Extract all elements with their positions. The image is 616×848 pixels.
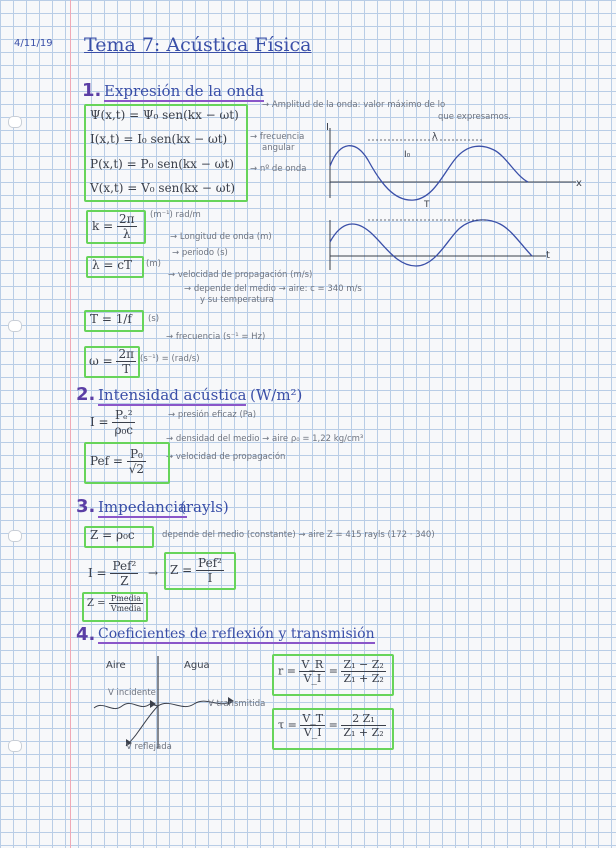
impedance-ratio-formula: Z = $\frac{\text{Pmedia}}{\text{Vmedia}}$ bbox=[87, 594, 142, 613]
section-2-heading: Intensidad acústica bbox=[98, 386, 247, 404]
wave-number-units: (m⁻¹) rad/m bbox=[150, 210, 201, 220]
period-units: (s) bbox=[148, 314, 160, 324]
section-4-number: 4. bbox=[76, 624, 96, 645]
date: 4/11/19 bbox=[14, 38, 53, 49]
section-4-heading: Coeficientes de reflexión y transmisión bbox=[98, 626, 375, 642]
graph-y-label: I bbox=[326, 122, 329, 133]
wave-graph bbox=[316, 120, 606, 270]
graph-t-label: t bbox=[546, 250, 550, 261]
frequency-note: → frecuencia (s⁻¹ = Hz) bbox=[166, 332, 266, 342]
angular-frequency-formula: ω = $\frac{2\pi}{T}$ bbox=[89, 347, 135, 376]
graph-period-label: T bbox=[424, 200, 430, 210]
medium-water-label: Agua bbox=[184, 660, 210, 671]
section-3-number: 3. bbox=[76, 496, 96, 517]
medium-note: → depende del medio → aire: c = 340 m/s bbox=[184, 284, 362, 294]
wavelength-formula: λ = cT bbox=[92, 258, 133, 272]
equation-velocity: V(x,t) = V₀ sen(kx − ωt) bbox=[90, 181, 236, 195]
density-note: → densidad del medio → aire ρ₀ = 1,22 kg/cm³ bbox=[166, 434, 364, 444]
reflected-velocity-label: V reflejada bbox=[126, 742, 172, 752]
wavelength-units: (m) bbox=[146, 259, 161, 269]
section-3-heading: Impedancia bbox=[98, 498, 187, 516]
impedance-formula: Z = ρ₀c bbox=[90, 528, 135, 542]
angular-frequency-note: → frecuencia bbox=[250, 132, 305, 142]
impedance-from-intensity-formula: Z = $\frac{\text{Pef²}}{I}$ bbox=[170, 556, 222, 585]
medium-note-cont: y su temperatura bbox=[200, 295, 274, 305]
effective-pressure-formula: Pef = $\frac{\text{P₀}}{√2}$ bbox=[90, 447, 145, 476]
section-2-units: (W/m²) bbox=[250, 386, 303, 404]
graph-x-label: x bbox=[576, 178, 582, 189]
medium-air-label: Aire bbox=[106, 660, 126, 671]
period-formula: T = 1/f bbox=[90, 312, 132, 326]
equation-psi: Ψ(x,t) = Ψ₀ sen(kx − ωt) bbox=[90, 108, 239, 122]
transmission-coefficient-formula: τ = $\frac{V\_T}{V\_I}$ = $\frac{\text{2 Z₁}}{\text{Z₁ + Z₂}}$ bbox=[278, 712, 384, 739]
incident-velocity-label: V incidente bbox=[108, 688, 156, 698]
reflected-wave bbox=[126, 706, 158, 746]
binder-hole bbox=[8, 740, 22, 752]
effective-pressure-note: → presión eficaz (Pa) bbox=[168, 410, 257, 420]
period-note: → periodo (s) bbox=[172, 248, 228, 258]
implies-arrow: → bbox=[148, 566, 159, 580]
reflection-coefficient-formula: r = $\frac{V\_R}{V\_I}$ = $\frac{\text{Z₁ − Z₂}}{\text{Z₁ + Z₂}}$ bbox=[278, 658, 384, 685]
wavelength-note: → Longitud de onda (m) bbox=[170, 232, 272, 242]
amplitude-note: → Amplitud de la onda: valor máximo de lo bbox=[262, 100, 446, 110]
wave-number-formula: k = $\frac{2\pi}{\lambda}$ bbox=[92, 212, 135, 241]
graph-lambda-label: λ bbox=[432, 132, 438, 142]
binder-hole bbox=[8, 530, 22, 542]
equation-pressure: P(x,t) = P₀ sen(kx − ωt) bbox=[90, 157, 234, 171]
angular-frequency-units: (s⁻¹) = (rad/s) bbox=[140, 354, 200, 364]
section-1-heading: Expresión de la onda bbox=[104, 82, 265, 100]
angular-frequency-note-cont: angular bbox=[262, 143, 295, 153]
intensity-impedance-formula: I = $\frac{\text{Pef²}}{Z}$ bbox=[88, 559, 137, 588]
impedance-note: depende del medio (constante) → aire Z = 415 rayls (172 · 340) bbox=[162, 530, 435, 540]
amplitude-note-cont: que expresamos. bbox=[438, 112, 512, 122]
binder-hole bbox=[8, 116, 22, 128]
wave-curve-t bbox=[330, 220, 532, 266]
speed-note: → velocidad de propagación (m/s) bbox=[168, 270, 313, 280]
binder-hole bbox=[8, 320, 22, 332]
intensity-formula: I = $\frac{\text{Pₑ²}}{\text{ρ₀c}}$ bbox=[90, 408, 134, 437]
incident-wave bbox=[94, 703, 158, 708]
page-title: Tema 7: Acústica Física bbox=[84, 34, 312, 56]
wave-number-note: → nº de onda bbox=[250, 164, 307, 174]
section-3-units: (rayls) bbox=[180, 498, 229, 516]
transmitted-velocity-label: V transmitida bbox=[208, 699, 266, 709]
section-2-number: 2. bbox=[76, 384, 96, 405]
graph-amplitude-label: I₀ bbox=[404, 150, 411, 160]
section-1-number: 1. bbox=[82, 80, 102, 101]
equation-intensity: I(x,t) = I₀ sen(kx − ωt) bbox=[90, 132, 228, 146]
propagation-speed-note: → velocidad de propagación bbox=[166, 452, 286, 462]
wave-curve-x bbox=[330, 146, 528, 200]
